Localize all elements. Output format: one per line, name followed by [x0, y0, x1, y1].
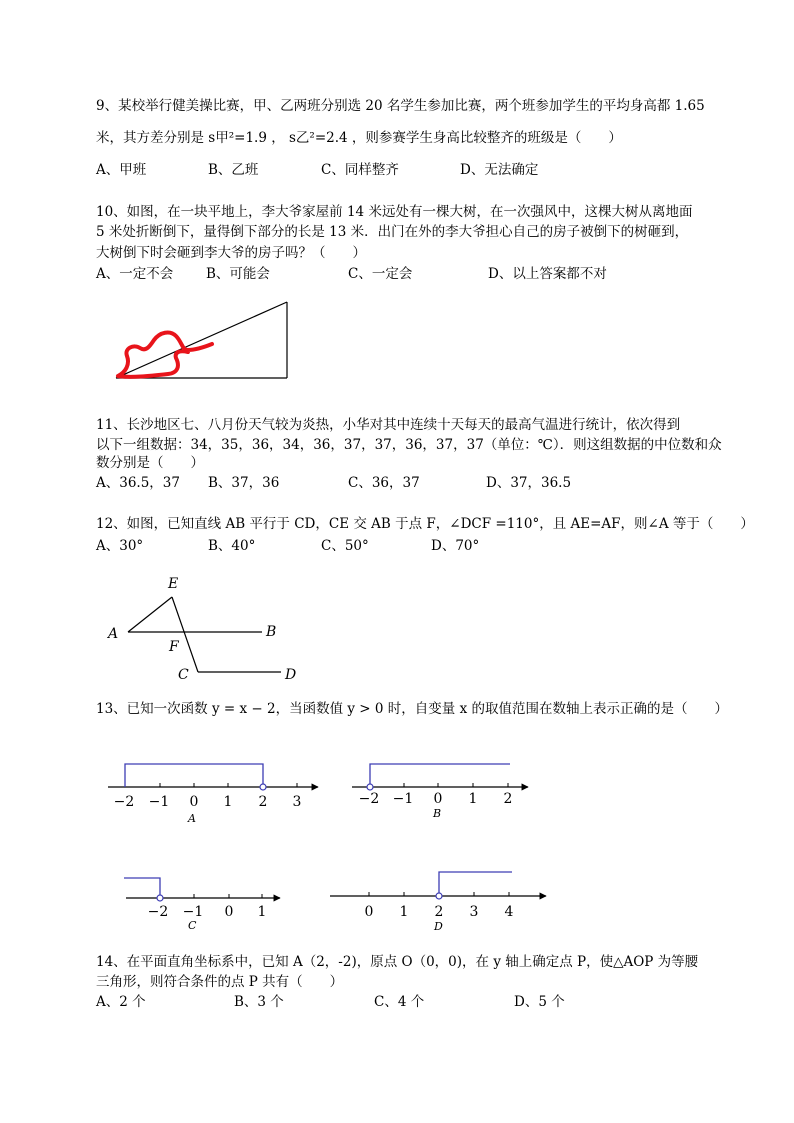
q9-stem-line-2: 米，其方差分别是 s甲²=1.9 ， s乙²=2.4 ，则参赛学生身高比较整齐的班级是（ ） — [96, 130, 622, 146]
q14-options — [96, 993, 716, 1011]
q14-stem-line-2: 三角形，则符合条件的点 P 共有（ ） — [96, 974, 344, 990]
q10-option-d: D、以上答案都不对 — [488, 266, 607, 282]
q13-axis-a — [108, 764, 318, 825]
q10-option-b: B、可能会 — [206, 266, 270, 282]
q13-d-tick-0: 0 — [364, 904, 374, 920]
q13-d-caption: D — [434, 920, 443, 933]
q12-line-ae — [128, 597, 172, 632]
q12-option-a: A、30° — [96, 538, 144, 554]
q13-b-tick-2: 0 — [433, 791, 443, 807]
q12-line-ec — [172, 597, 198, 672]
q12-options — [96, 537, 716, 555]
q13-a-tick-4: 2 — [258, 794, 268, 810]
q12-label-f: F — [169, 639, 179, 655]
q9-stem-line-1: 9、某校举行健美操比赛，甲、乙两班分别选 20 名学生参加比赛，两个班参加学生的平均身高都 1.65 — [96, 98, 705, 114]
q13-c-tick-0: −2 — [147, 904, 169, 920]
q11-option-b: B、37，36 — [208, 475, 280, 491]
q13-number-lines — [100, 740, 560, 940]
q14-option-d: D、5 个 — [514, 994, 565, 1010]
q10-fallen-tree — [116, 302, 287, 378]
q13-stem-line: 13、已知一次函数 y = x − 2，当函数值 y > 0 时，自变量 x 的取值范围在数轴上表示正确的是（ ） — [96, 701, 728, 717]
q10-stem-line-2: 5 米处折断倒下，量得倒下部分的长是 13 米．出门在外的李大爷担心自己的房子被倒下的树砸到， — [96, 224, 689, 240]
q13-d-tick-2: 2 — [434, 904, 444, 920]
q9-option-c: C、同样整齐 — [321, 162, 399, 178]
q13-c-tick-2: 0 — [224, 904, 234, 920]
q13-d-tick-4: 4 — [504, 904, 514, 920]
q10-option-c: C、一定会 — [348, 266, 413, 282]
q11-stem-line-3: 数分别是（ ） — [96, 455, 204, 471]
q13-b-caption: B — [433, 807, 442, 820]
q13-c-caption: C — [188, 919, 197, 932]
q13-a-tick-5: 3 — [292, 794, 302, 810]
q10-stem-line-3: 大树倒下时会砸到李大爷的房子吗？（ ） — [96, 245, 366, 261]
q11-option-d: D、37，36.5 — [486, 475, 572, 491]
q13-d-tick-3: 3 — [469, 904, 479, 920]
q9-option-d: D、无法确定 — [460, 162, 539, 178]
q11-option-a: A、36.5，37 — [96, 475, 180, 491]
q10-figure — [105, 300, 295, 385]
q11-stem-line-1: 11、长沙地区七、八月份天气较为炎热，小华对其中连续十天每天的最高气温进行统计，依次得到 — [96, 417, 681, 433]
q11-option-c: C、36，37 — [348, 475, 420, 491]
q13-axis-c — [124, 878, 280, 932]
q13-b-tick-4: 2 — [503, 791, 513, 807]
q13-b-tick-3: 1 — [468, 791, 478, 807]
q12-label-b: B — [266, 624, 277, 640]
q14-option-b: B、3 个 — [234, 994, 284, 1010]
q13-a-tick-3: 1 — [223, 794, 233, 810]
q12-option-c: C、50° — [321, 538, 369, 554]
q12-label-a: A — [108, 626, 119, 642]
q12-option-b: B、40° — [208, 538, 256, 554]
q12-stem-line: 12、如图，已知直线 AB 平行于 CD，CE 交 AB 于点 F，∠DCF =110°，且 AE=AF，则∠A 等于（ ） — [96, 516, 754, 532]
q10-stem-line-1: 10、如图，在一块平地上，李大爷家屋前 14 米远处有一棵大树，在一次强风中，这棵大树从离地面 — [96, 204, 693, 220]
q9-options — [96, 161, 716, 179]
q13-axis-d — [330, 872, 546, 933]
q10-options — [96, 265, 716, 283]
q9-option-a: A、甲班 — [96, 162, 147, 178]
q14-option-a: A、2 个 — [96, 994, 146, 1010]
q13-c-tick-3: 1 — [257, 904, 267, 920]
q10-option-a: A、一定不会 — [96, 266, 174, 282]
q13-a-tick-1: −1 — [148, 794, 170, 810]
q10-house-scribble — [118, 333, 212, 377]
q13-d-tick-1: 1 — [399, 904, 409, 920]
q14-option-c: C、4 个 — [374, 994, 425, 1010]
q12-figure — [100, 572, 310, 684]
q11-stem-line-2: 以下一组数据：34，35，36，34，36，37，37，36，37，37（单位：℃）．则这组数据的中位数和众 — [96, 437, 722, 453]
q14-stem-line-1: 14、在平面直角坐标系中，已知 A（2，-2)，原点 O（0，0)，在 y 轴上确定点 P，使△AOP 为等腰 — [96, 954, 699, 970]
q9-option-b: B、乙班 — [208, 162, 259, 178]
q13-a-caption: A — [188, 812, 196, 825]
q13-axis-b — [352, 764, 528, 820]
q11-options — [96, 474, 716, 492]
q12-option-d: D、70° — [431, 538, 480, 554]
q13-c-tick-1: −1 — [182, 904, 204, 920]
q13-b-tick-0: −2 — [358, 791, 380, 807]
q12-label-d: D — [285, 667, 297, 683]
q12-label-c: C — [178, 667, 189, 683]
q13-a-tick-0: −2 — [113, 794, 135, 810]
q13-b-tick-1: −1 — [392, 791, 414, 807]
q13-a-tick-2: 0 — [189, 794, 199, 810]
q12-label-e: E — [168, 576, 179, 592]
